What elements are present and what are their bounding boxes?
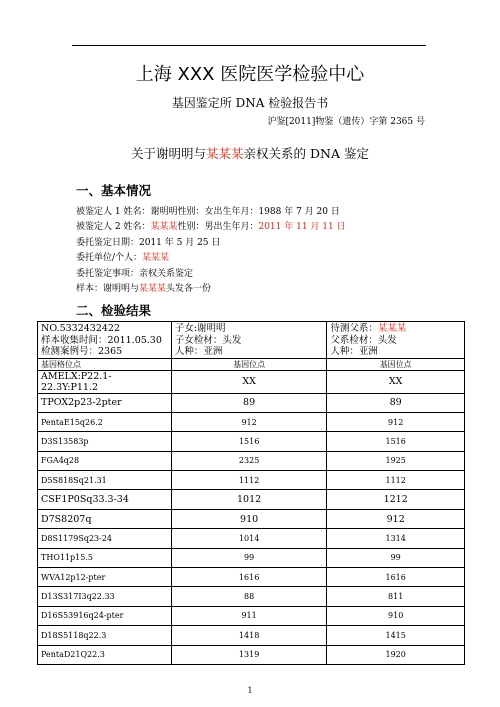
sample-prefix: 样本：谢明明与 [76,284,140,295]
report-title-prefix: 关于谢明明与 [131,146,207,161]
father-genotype-cell: 1516 [327,432,465,451]
father-genotype-cell: 811 [327,587,465,606]
child-sample: 子女检材：头发 [174,334,242,346]
basic-info-block [76,205,346,297]
report-title [0,144,500,162]
child-genotype-cell: 911 [171,606,327,625]
father-genotype-cell: 1925 [327,451,465,470]
father-genotype-cell: 89 [327,393,465,412]
child-genotype-cell: 88 [171,587,327,606]
case-info-cell [38,322,172,359]
table-row [38,490,465,509]
child-genotype-cell: 89 [171,393,327,412]
commissioner-prefix: 委托单位/个人： [76,253,143,264]
father-genotype-cell: 912 [327,412,465,431]
child-name: 子女:谢明明 [174,323,226,334]
locus-cell: THO11p15.5 [38,548,172,567]
child-genotype-cell: 1319 [171,645,327,664]
locus-cell: PentaD21Q22.3 [38,645,172,664]
matter-line: 委托鉴定事项：亲权关系鉴定 [76,268,194,279]
institution-title: 上海 XXX 医院医学检验中心 [135,64,365,85]
locus-cell: D13S317I3q22.33 [38,587,172,606]
father-genotype-cell: 99 [327,548,465,567]
column-header-row [38,358,465,370]
person2-middle: 性别：男出生年月： [177,222,259,233]
father-genotype-cell: 910 [327,606,465,625]
table-row [38,606,465,625]
table-row [38,451,465,470]
table-row [38,432,465,451]
locus-cell: TPOX2p23-2pter [38,393,172,412]
sample-line [76,282,346,297]
father-genotype-cell: 1212 [327,490,465,509]
locus-cell: FGA4q28 [38,451,172,470]
father-genotype-cell: 1112 [327,471,465,490]
person2-prefix: 被鉴定人 2 姓名： [76,222,151,233]
father-info-cell [327,322,465,359]
child-info-cell [171,322,327,359]
child-genotype-cell: 2325 [171,451,327,470]
case-id: 检测案例号：2365 [41,346,123,357]
child-genotype-cell: 1012 [171,490,327,509]
section-results-heading: 二、检验结果 [76,303,152,318]
table-row [38,370,465,393]
father-genotype-cell: 1920 [327,645,465,664]
child-genotype-cell: 1014 [171,529,327,548]
col-header-father: 基因位点 [327,358,465,370]
father-race: 人种：亚洲 [330,346,378,357]
report-subtitle: 基因鉴定所 DNA 检验报告书 [171,96,329,110]
father-genotype-cell: 912 [327,509,465,528]
locus-cell: PentaE15q26.2 [38,412,172,431]
child-genotype-cell: XX [171,370,327,393]
person2-name: 某某某 [150,222,178,233]
results-table [37,321,465,665]
col-header-child: 基因位点 [171,358,327,370]
locus-cell: D5S818Sq21.31 [38,471,172,490]
locus-cell: D7S8207q [38,509,172,528]
col-header-locus: 基因格位点 [38,358,172,370]
table-row [38,412,465,431]
header-rule [72,45,426,46]
document-number: 沪鉴[2011]物鉴（遗传）字第 2365 号 [267,117,425,127]
table-row [38,645,465,664]
locus-cell: D3S13583p [38,432,172,451]
report-title-name: 某某某 [206,146,244,161]
table-row [38,587,465,606]
person1-line: 被鉴定人 1 姓名：谢明明性别：女出生年月：1988 年 7 月 20 日 [76,207,340,217]
father-name: 某某某 [377,323,407,334]
child-genotype-cell: 912 [171,412,327,431]
table-row [38,568,465,587]
sample-suffix: 头发各一份 [166,284,212,295]
child-genotype-cell: 1418 [171,626,327,645]
father-genotype-cell: 1314 [327,529,465,548]
case-number: NO.5332432422 [41,323,121,334]
results-rows [38,370,465,664]
locus-cell: CSF1P0Sq33.3-34 [38,490,172,509]
person2-birthdate: 2011 年 11 月 11 日 [258,222,346,233]
father-genotype-cell: 1415 [327,626,465,645]
child-genotype-cell: 1516 [171,432,327,451]
commissioner-name: 某某某 [142,253,170,264]
child-genotype-cell: 99 [171,548,327,567]
section-basic-info-heading: 一、基本情况 [76,183,152,198]
locus-cell: WVA12p12-pter [38,568,172,587]
child-genotype-cell: 910 [171,509,327,528]
table-row [38,509,465,528]
table-row [38,471,465,490]
child-genotype-cell: 1112 [171,471,327,490]
locus-cell: D16S53916q24-pter [38,606,172,625]
table-head-row [38,322,465,359]
father-genotype-cell: 1616 [327,568,465,587]
commissioner-line [76,251,346,266]
table-row [38,548,465,567]
father-sample: 父系检材：头发 [330,334,397,346]
locus-cell: D18S5118q22.3 [38,626,172,645]
father-genotype-cell: XX [327,370,465,393]
page-number: 1 [247,686,253,695]
child-race: 人种：亚洲 [174,346,223,357]
sample-collection-time: 样本收集时间：2011.05.30 [41,334,162,346]
person2-line [76,220,346,235]
table-row [38,529,465,548]
table-row [38,393,465,412]
table-row [38,626,465,645]
child-genotype-cell: 1616 [171,568,327,587]
locus-cell: D8S1179Sq23-24 [38,529,172,548]
father-label: 待测父系： [330,323,378,334]
sample-name: 某某某 [139,284,167,295]
locus-cell: AMELX:P22.1-22.3Y:P11.2 [38,370,172,393]
commission-date-line: 委托鉴定日期：2011 年 5 月 25 日 [76,237,221,248]
father-name-line [330,323,461,335]
report-title-suffix: 亲权关系的 DNA 鉴定 [243,146,369,161]
